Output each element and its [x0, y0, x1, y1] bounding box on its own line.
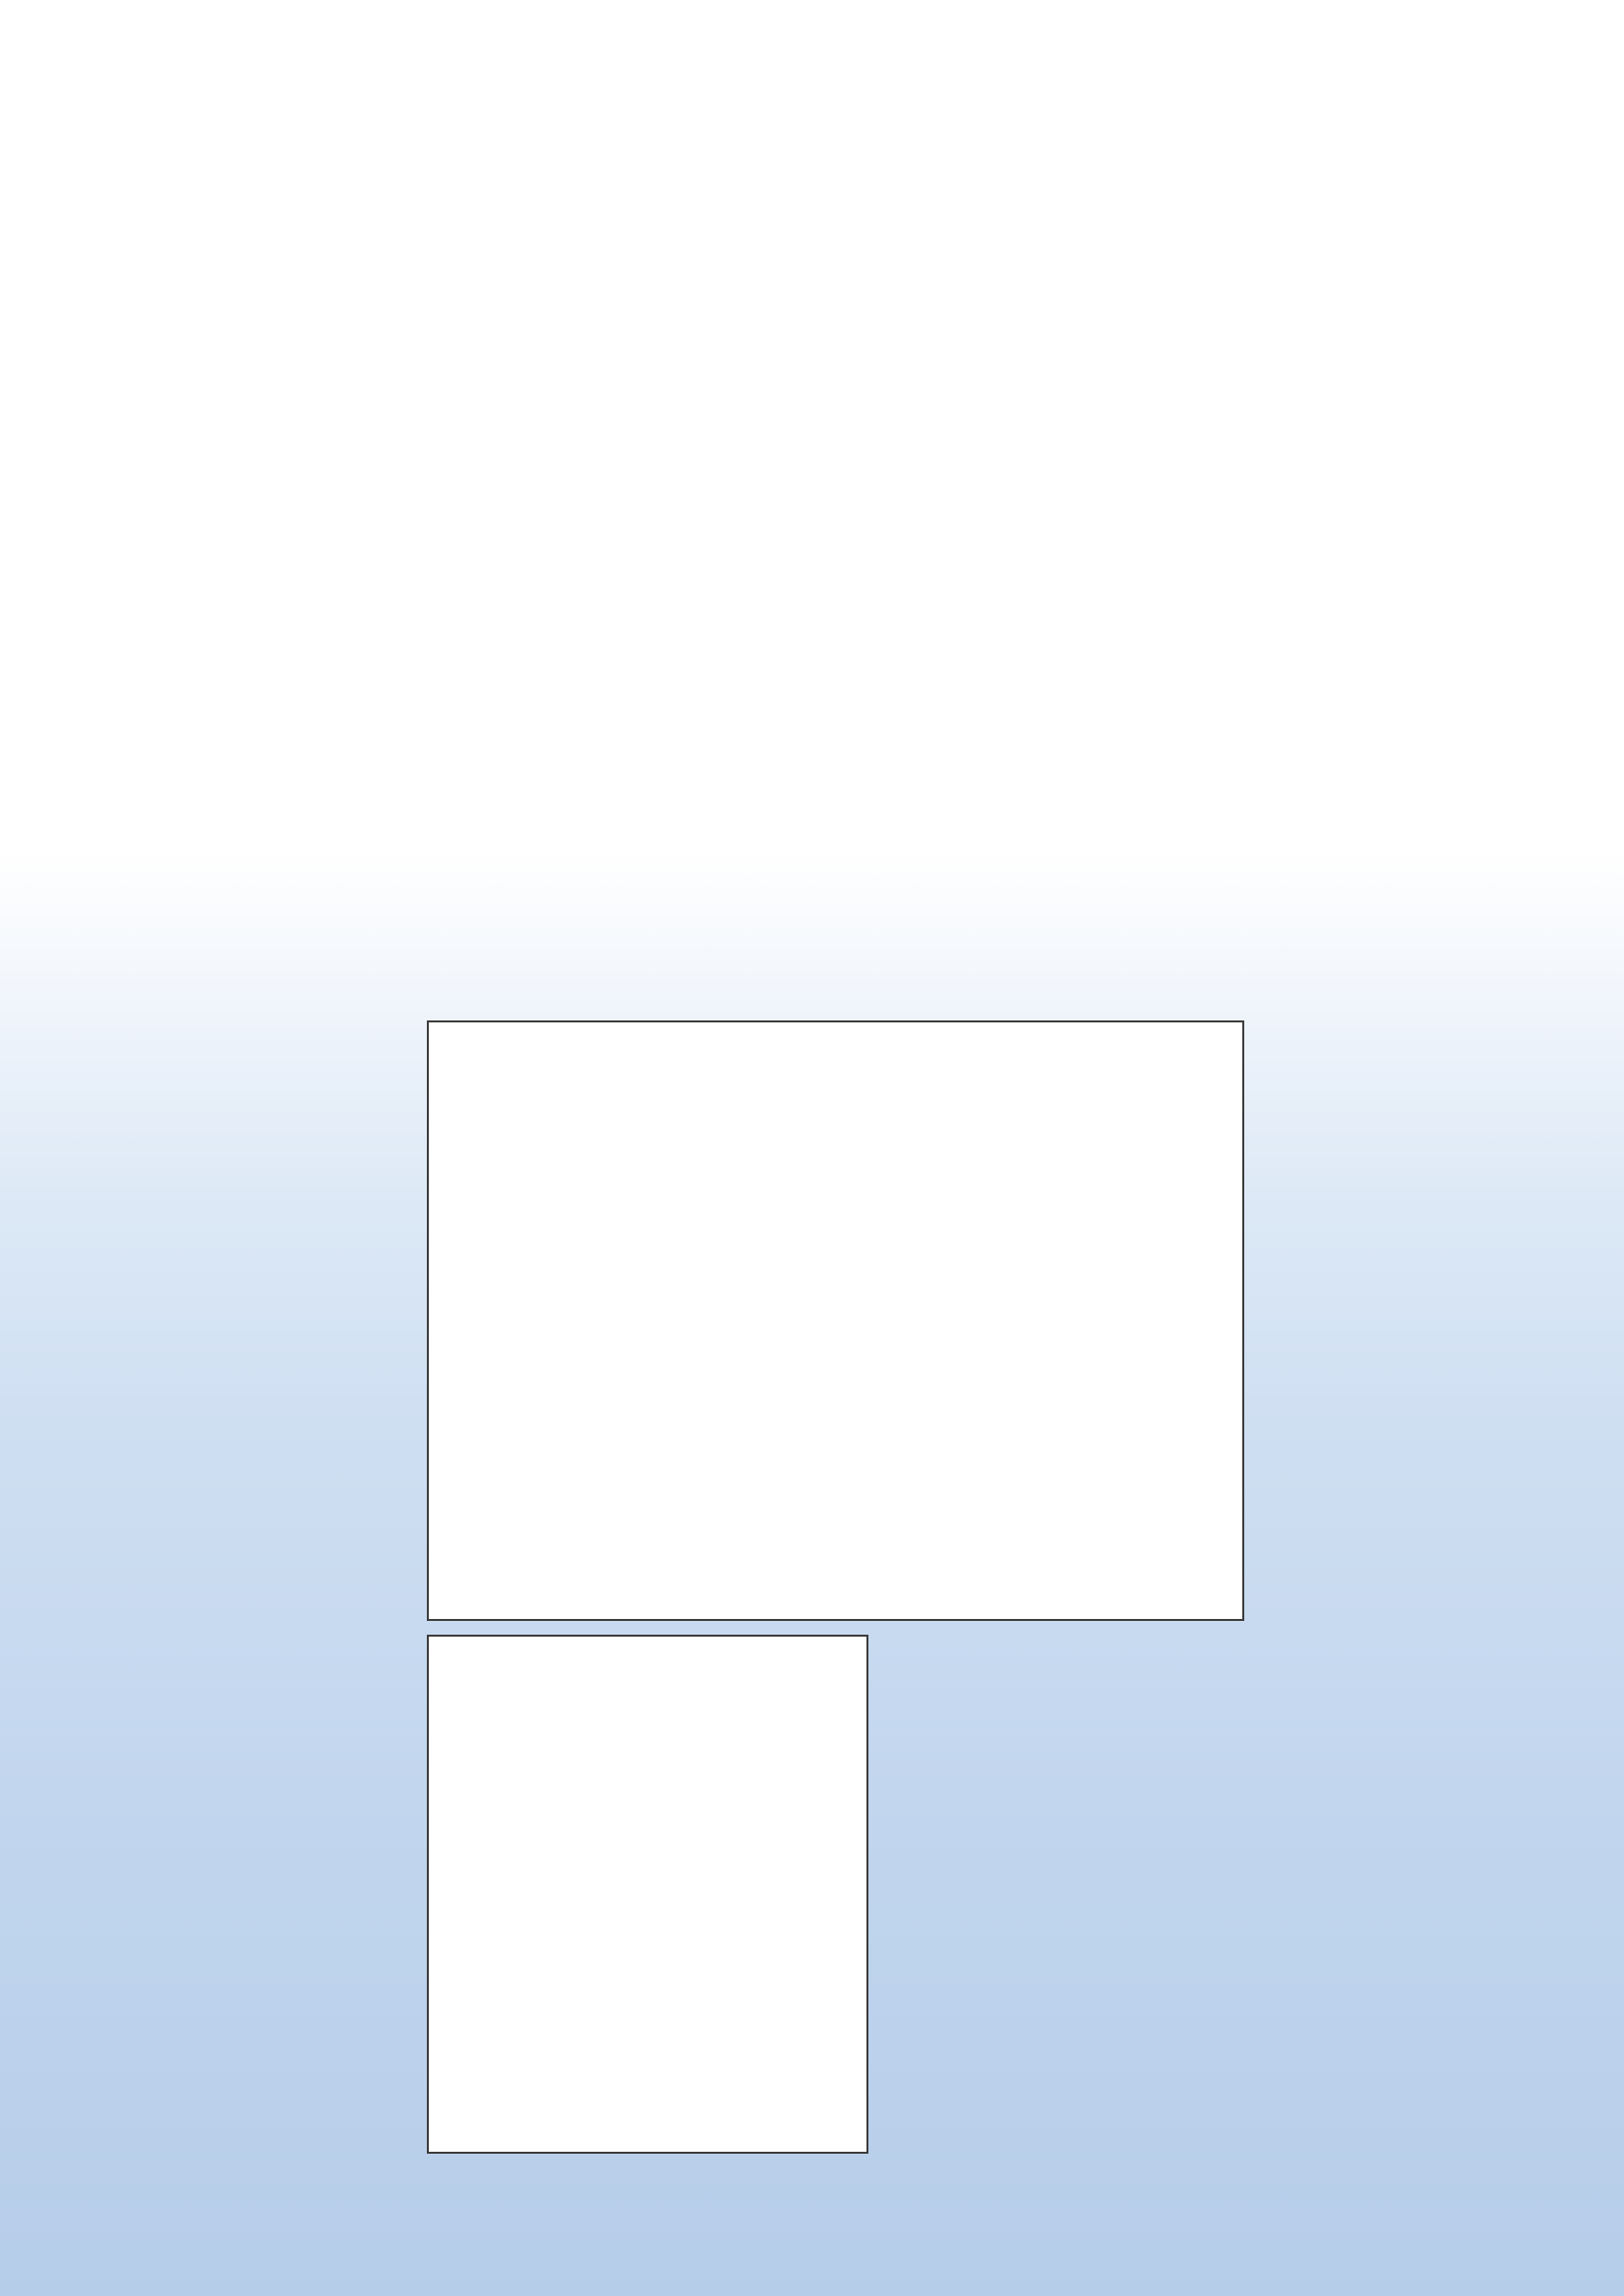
hardening-head-row — [427, 639, 1439, 664]
thermal-conductivity-value-row — [427, 351, 1439, 377]
tempering-diagram-box — [427, 1635, 868, 2154]
thermal-conductivity-temp-row — [427, 327, 1439, 352]
composition-item — [575, 154, 583, 187]
soft-annealing-value-row — [427, 518, 1439, 544]
ttt-diagram-box — [427, 1020, 1244, 1621]
composition-item — [487, 154, 495, 187]
composition-item — [663, 154, 671, 187]
tempering-temp-row — [427, 740, 1439, 765]
divider — [427, 468, 1439, 470]
divider — [427, 238, 1439, 240]
tempering-chart — [429, 1637, 866, 2152]
thermal-conductivity-title — [427, 302, 1439, 328]
hardening-value-row2 — [427, 695, 1439, 720]
stress-relief-value-row — [427, 594, 1439, 619]
designation-bar — [155, 154, 386, 187]
divider — [427, 388, 1439, 390]
composition-item — [619, 154, 627, 187]
stress-relief-head-row — [427, 563, 1439, 589]
composition-item — [531, 154, 539, 187]
ttt-chart — [429, 1022, 1242, 1619]
tempering-hrc-row — [427, 766, 1439, 792]
composition-bar — [427, 154, 1439, 187]
soft-annealing-head-row — [427, 488, 1439, 513]
hardening-value-row — [427, 669, 1439, 695]
composition-item — [443, 154, 450, 187]
standards-row — [427, 257, 1439, 283]
divider — [427, 292, 1439, 294]
